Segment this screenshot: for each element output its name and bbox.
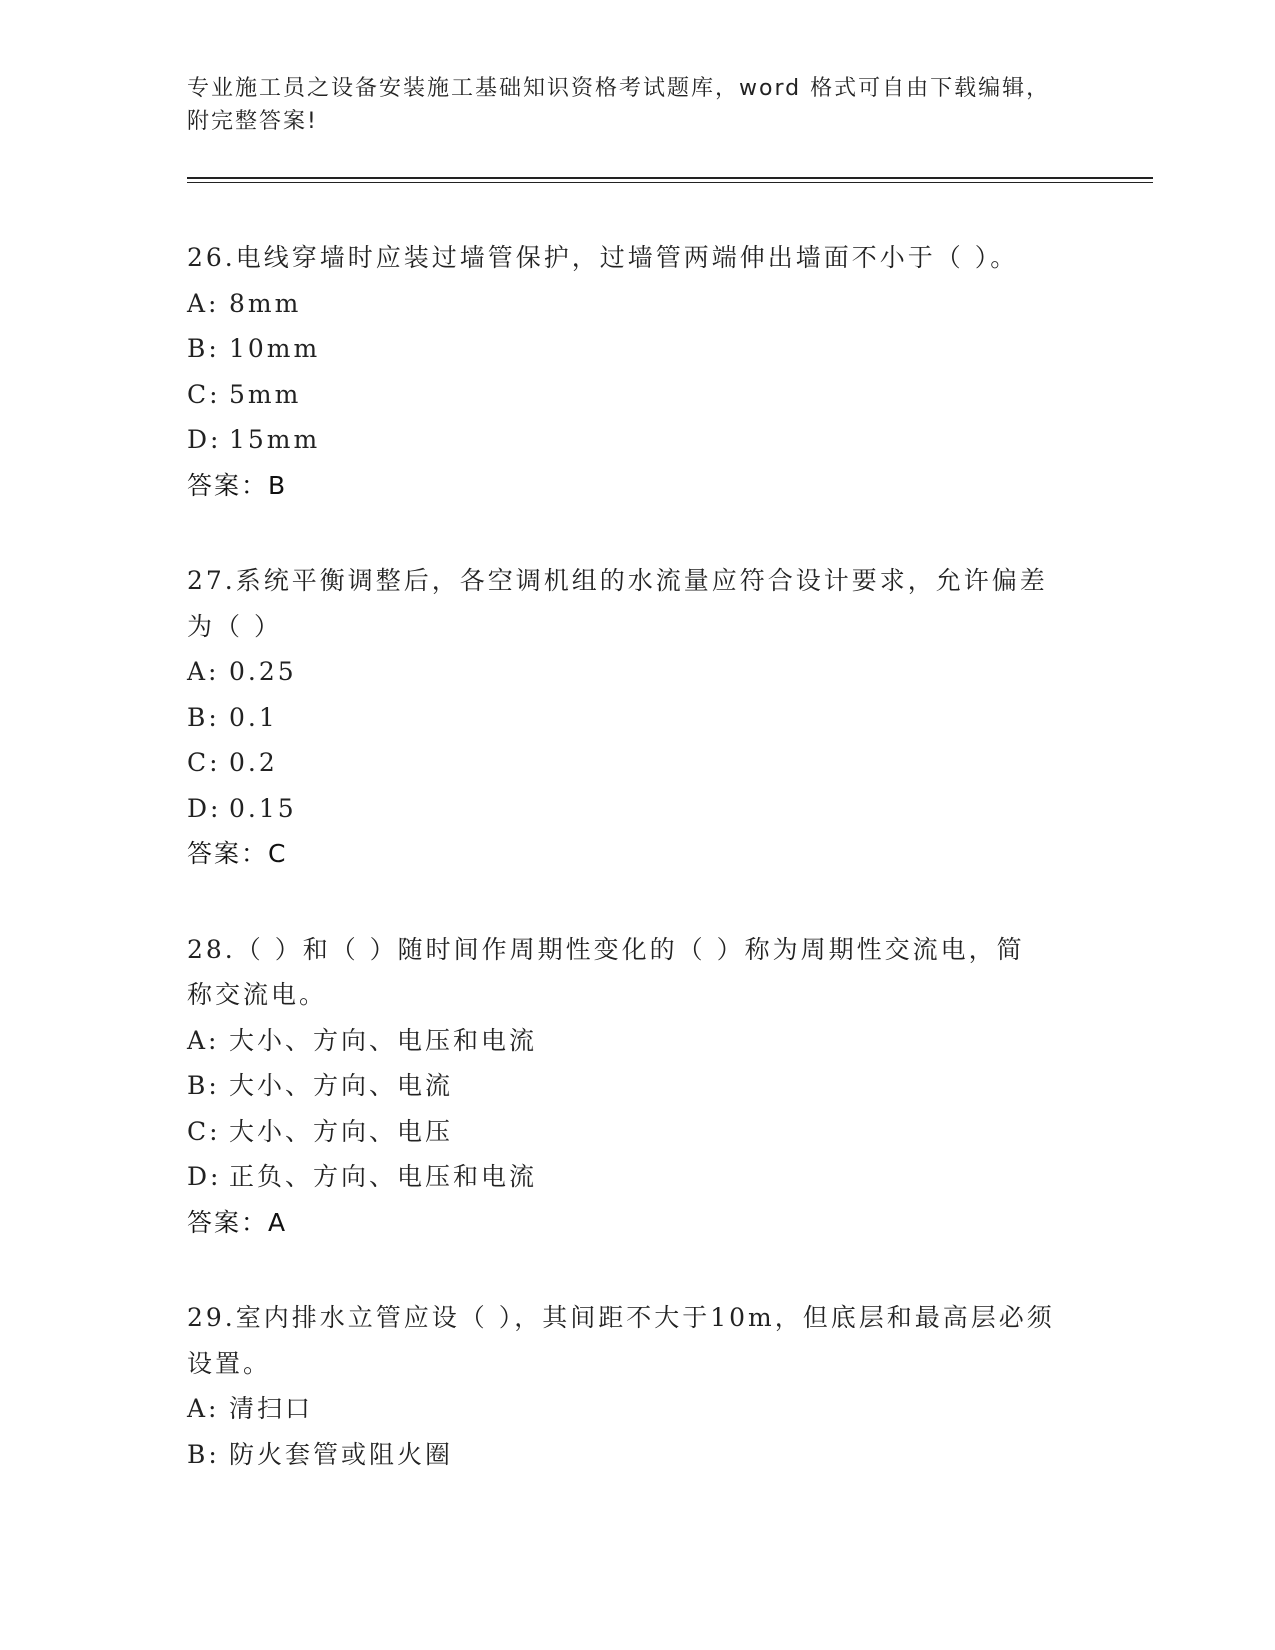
- header-line-1: 专业施工员之设备安装施工基础知识资格考试题库，word 格式可自由下载编辑，: [187, 76, 1051, 101]
- answer-line: 答案：A: [187, 1207, 288, 1237]
- question-27: [187, 558, 1087, 877]
- option-text: 大小、方向、电压: [229, 1116, 454, 1146]
- option-text: 大小、方向、电流: [229, 1071, 454, 1100]
- option-a: [187, 281, 1087, 327]
- question-stem-continued: 为（ ）: [187, 611, 282, 641]
- option-key: C:: [187, 748, 221, 777]
- option-key: C:: [187, 379, 221, 409]
- option-text: 0.1: [229, 702, 278, 732]
- option-key: A:: [187, 288, 220, 318]
- question-stem: 28.（ ）和（ ）随时间作周期性变化的（ ）称为周期性交流电，简: [187, 934, 1025, 964]
- option-key: D:: [187, 1162, 222, 1191]
- option-d: [187, 1154, 1087, 1200]
- header-divider-thick: [187, 177, 1153, 179]
- question-stem: 27.系统平衡调整后，各空调机组的水流量应符合设计要求，允许偏差: [187, 566, 1048, 595]
- question-stem: 29.室内排水立管应设（ ），其间距不大于10m，但底层和最高层必须: [187, 1303, 1055, 1332]
- question-29: [187, 1295, 1087, 1477]
- answer-line: 答案：C: [187, 839, 288, 868]
- option-text: 8mm: [229, 288, 302, 318]
- option-a: [187, 1018, 1087, 1064]
- option-text: 5mm: [229, 379, 302, 409]
- option-key: B:: [187, 702, 220, 732]
- option-d: [187, 786, 1087, 832]
- option-text: 10mm: [229, 334, 321, 363]
- option-a: [187, 649, 1087, 695]
- question-28: [187, 927, 1087, 1246]
- option-text: 防火套管或阻火圈: [229, 1439, 454, 1469]
- document-header: [187, 72, 1067, 138]
- option-key: A:: [187, 657, 220, 686]
- option-key: B:: [187, 334, 220, 363]
- option-text: 0.15: [229, 793, 297, 823]
- option-b: [187, 695, 1087, 741]
- option-b: [187, 1063, 1087, 1109]
- option-key: A:: [187, 1394, 220, 1423]
- option-text: 清扫口: [229, 1394, 314, 1423]
- question-stem-continued: 称交流电。: [187, 980, 328, 1009]
- option-text: 大小、方向、电压和电流: [229, 1025, 538, 1055]
- option-key: D:: [187, 425, 222, 454]
- option-text: 0.2: [229, 748, 278, 777]
- option-text: 0.25: [229, 657, 297, 686]
- option-c: [187, 1109, 1087, 1155]
- option-text: 15mm: [229, 425, 321, 454]
- question-26: [187, 235, 1087, 508]
- option-a: [187, 1386, 1087, 1432]
- question-stem-continued: 设置。: [187, 1348, 272, 1378]
- header-line-2: 附完整答案!: [187, 109, 318, 134]
- option-key: B:: [187, 1439, 220, 1469]
- header-divider-thin: [187, 182, 1153, 183]
- option-text: 正负、方向、电压和电流: [229, 1162, 538, 1191]
- option-key: A:: [187, 1025, 220, 1055]
- option-c: [187, 372, 1087, 418]
- option-key: D:: [187, 793, 222, 823]
- option-c: [187, 740, 1087, 786]
- option-b: [187, 1432, 1087, 1478]
- option-key: B:: [187, 1071, 220, 1100]
- option-b: [187, 326, 1087, 372]
- question-stem: 26.电线穿墙时应装过墙管保护，过墙管两端伸出墙面不小于（ ）。: [187, 243, 1019, 272]
- option-key: C:: [187, 1116, 221, 1146]
- question-list: [187, 235, 1087, 1527]
- answer-line: 答案：B: [187, 470, 288, 500]
- option-d: [187, 417, 1087, 463]
